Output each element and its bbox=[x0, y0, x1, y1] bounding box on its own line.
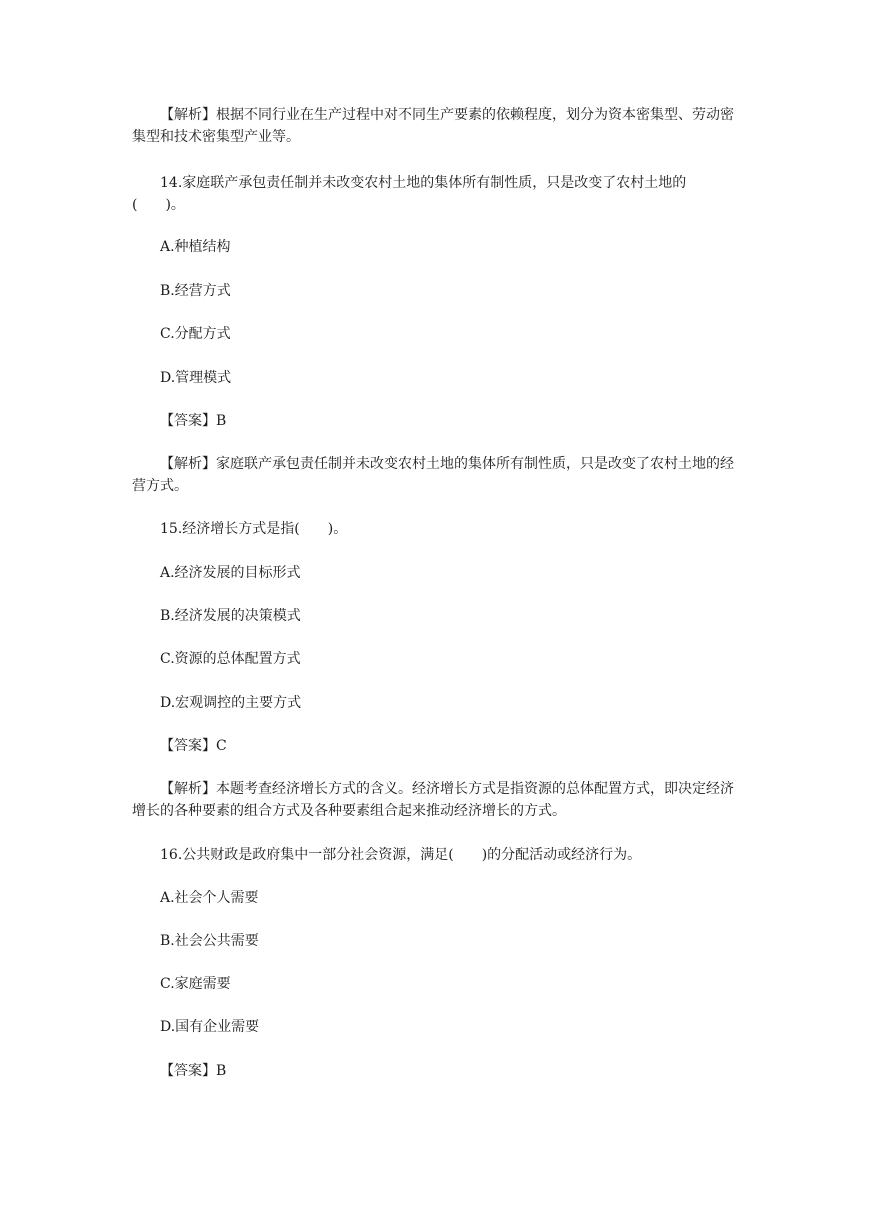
q16-option-c: C.家庭需要 bbox=[160, 976, 231, 992]
q16-option-b: B.社会公共需要 bbox=[160, 933, 259, 949]
explanation-q13: 【解析】根据不同行业在生产过程中对不同生产要素的依赖程度，划分为资本密集型、劳动密集型和技术密集型产业等。 bbox=[132, 107, 734, 145]
question-15-stem: 15.经济增长方式是指( )。 bbox=[160, 521, 348, 537]
q14-option-a: A.种植结构 bbox=[160, 239, 231, 255]
q15-option-a: A.经济发展的目标形式 bbox=[160, 565, 301, 581]
q14-explanation: 【解析】家庭联产承包责任制并未改变农村土地的集体所有制性质，只是改变了农村土地的经营方式。 bbox=[132, 456, 734, 494]
q14-option-d: D.管理模式 bbox=[160, 370, 232, 386]
q14-option-b: B.经营方式 bbox=[160, 283, 231, 299]
q15-explanation: 【解析】本题考查经济增长方式的含义。经济增长方式是指资源的总体配置方式，即决定经济增长的各种要素的组合方式及各种要素组合起来推动经济增长的方式。 bbox=[132, 781, 734, 819]
q16-option-d: D.国有企业需要 bbox=[160, 1019, 260, 1035]
q14-option-c: C.分配方式 bbox=[160, 326, 231, 342]
q16-answer: 【答案】B bbox=[160, 1063, 227, 1079]
question-16-stem: 16.公共财政是政府集中一部分社会资源，满足( )的分配活动或经济行为。 bbox=[160, 847, 642, 863]
q14-answer: 【答案】B bbox=[160, 413, 227, 429]
q16-option-a: A.社会个人需要 bbox=[160, 890, 259, 906]
question-14-stem: 14.家庭联产承包责任制并未改变农村土地的集体所有制性质，只是改变了农村土地的( )。 bbox=[132, 175, 687, 213]
q15-answer: 【答案】C bbox=[160, 738, 227, 754]
q15-option-d: D.宏观调控的主要方式 bbox=[160, 695, 302, 711]
q15-option-b: B.经济发展的决策模式 bbox=[160, 608, 301, 624]
q15-option-c: C.资源的总体配置方式 bbox=[160, 651, 301, 667]
